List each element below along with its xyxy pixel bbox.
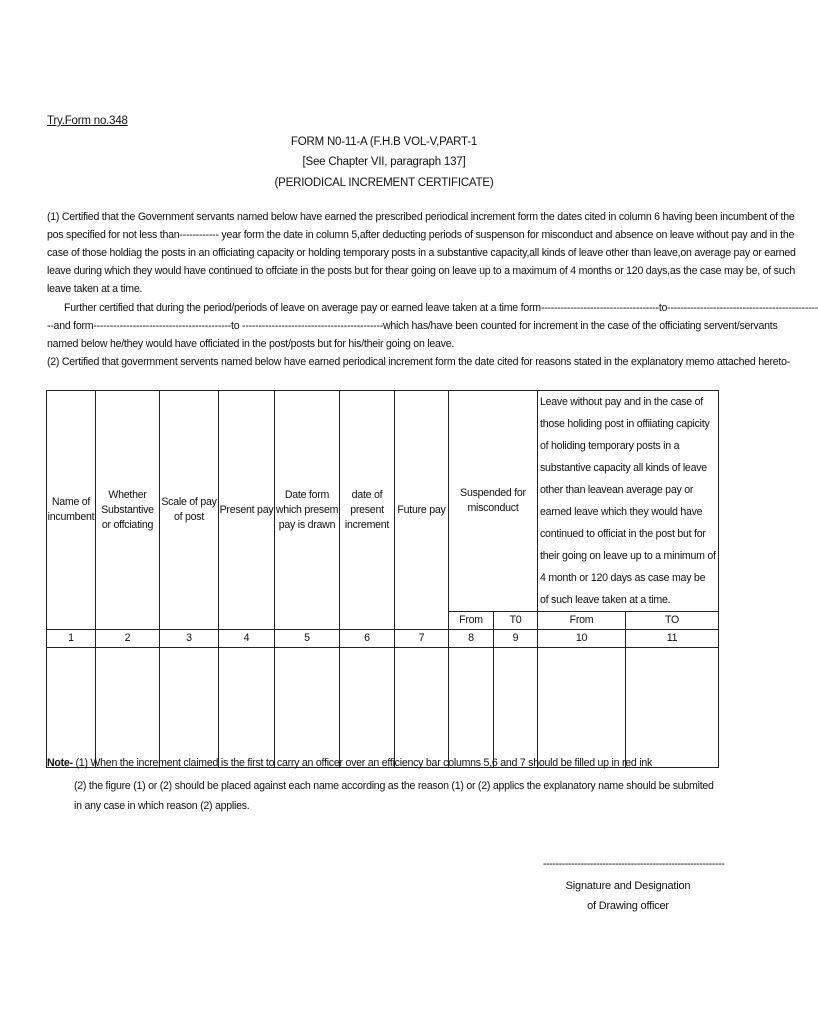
signature-label: Signature and Designation: [565, 880, 691, 892]
increment-table: [46, 390, 719, 768]
para1-line: (1) Certified that the Government servants named below have earned the prescribed periodical increment form the dates cited in column 6 having been incumbent of the: [47, 211, 795, 223]
table-header-row: [47, 391, 719, 612]
entry-cell[interactable]: [395, 648, 449, 768]
column-number: 6: [340, 630, 395, 648]
form-number: Try.Form no.348: [47, 115, 128, 127]
entry-cell[interactable]: [96, 648, 160, 768]
para2-line: Further certified that during the period/periods of leave on average pay or earned leave taken at a time form------------------------------------to----------------------------------------------: [64, 302, 818, 314]
column-number-row: [47, 630, 719, 648]
certification-paragraph-3: [47, 353, 791, 371]
signature-designation: of Drawing officer: [587, 900, 669, 912]
note-line-2: (2) the figure (1) or (2) should be placed against each name according as the reason (1) or (2) applics the explanatory name should be submited: [74, 780, 714, 792]
form-title: FORM N0-11-A (F.H.B VOL-V,PART-1: [290, 136, 478, 148]
para3-line: (2) Certified that govermment servents named below have earned periodical increment form the date cited for reasons stated in the explanatory memo attached hereto-: [47, 356, 791, 368]
column-number: 11: [626, 630, 719, 648]
entry-cell[interactable]: [538, 648, 626, 768]
header-substantive-or-officiating: Whether Substantive or offciating: [96, 391, 160, 630]
para1-line: leave during which they would have continued to offciate in the posts but for thear going on leave up to a maximum of 4 months or 120 days,as the case may be, of such: [47, 265, 796, 277]
para1-line: case of those holdiag the posts in an officiating capacity or holding temporary posts in a substantive capacity,all kinds of leave other than leave,on average pay or earned: [47, 247, 796, 259]
form-chapter-reference: [See Chapter VII, paragraph 137]: [302, 156, 466, 168]
note-line-1: (1) When the increment claimed is the first to carry an officer over an efficiency bar columns 5,6 and 7 should be filled up in red ink: [72, 757, 653, 769]
column-number: 7: [395, 630, 449, 648]
column-number: 4: [219, 630, 275, 648]
para1-line: pos specified for not less than------------ year form the date in column 5,after deducting periods of suspenson for misconduct and absence on leave without pay and in the: [47, 229, 795, 241]
header-name-of-incumbent: Name of incumbent: [47, 391, 96, 630]
table-entry-row: [47, 648, 719, 768]
column-number: 3: [160, 630, 219, 648]
header-suspended-for-misconduct: Suspended for misconduct: [449, 391, 538, 612]
certification-paragraph-1: [47, 208, 796, 298]
column-number: 5: [275, 630, 340, 648]
entry-cell[interactable]: [275, 648, 340, 768]
header-leave-without-pay: Leave without pay and in the case of those holiding post in offiiating capicity of holiding temporary posts in a substantive capacity all kinds of leave other than leavean average pay or earned leave which they would have continued to officiat in the post but for their going on leave up to a minimum of 4 month or 120 days as case may be of such leave taken at a time.: [538, 391, 719, 612]
entry-cell[interactable]: [449, 648, 494, 768]
header-date-of-present-increment: date of present increment: [340, 391, 395, 630]
header-leave-to: TO: [626, 612, 719, 630]
header-leave-from: From: [538, 612, 626, 630]
entry-cell[interactable]: [47, 648, 96, 768]
column-number: 1: [47, 630, 96, 648]
column-number: 9: [494, 630, 538, 648]
note-line-3: in any case in which reason (2) applies.: [74, 800, 250, 812]
entry-cell[interactable]: [494, 648, 538, 768]
note-continuation: [74, 776, 714, 816]
signature-line: ----------------------------------------------------------: [543, 858, 725, 870]
para2-line: --and form------------------------------------------to -------------------------------------------which has/have been counted for increment in the case of the officiating servent/servants: [47, 320, 778, 332]
form-subtitle: (PERIODICAL INCREMENT CERTIFICATE): [274, 177, 494, 189]
column-number: 2: [96, 630, 160, 648]
column-number: 10: [538, 630, 626, 648]
header-scale-of-pay: Scale of pay of post: [160, 391, 219, 630]
certification-paragraph-2: [47, 299, 818, 353]
entry-cell[interactable]: [626, 648, 719, 768]
header-future-pay: Future pay: [395, 391, 449, 630]
header-suspended-from: From: [449, 612, 494, 630]
header-present-pay: Present pay: [219, 391, 275, 630]
entry-cell[interactable]: [340, 648, 395, 768]
header-date-present-pay-drawn: Date form which presem pay is drawn: [275, 391, 340, 630]
para2-line: named below he/they would have officiated in the post/posts but for his/their going on leave.: [47, 338, 455, 350]
entry-cell[interactable]: [160, 648, 219, 768]
header-suspended-to: T0: [494, 612, 538, 630]
note-section: [47, 753, 652, 773]
note-label: Note-: [47, 757, 73, 769]
entry-cell[interactable]: [219, 648, 275, 768]
para1-line: leave taken at a time.: [47, 283, 143, 295]
column-number: 8: [449, 630, 494, 648]
